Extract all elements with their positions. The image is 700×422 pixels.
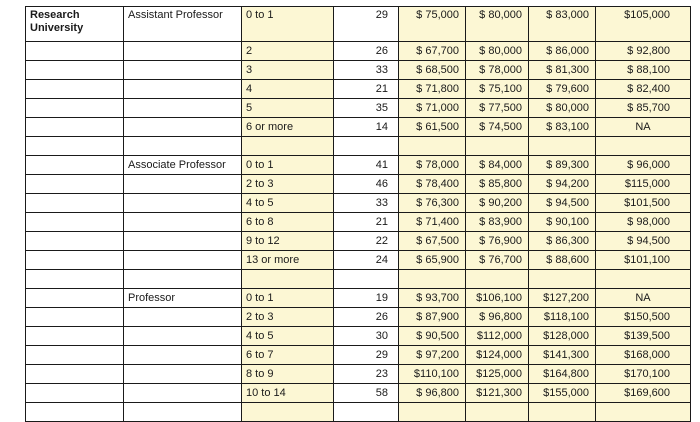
median-salary-cell: $ 83,900 xyxy=(466,213,529,232)
p25-salary-cell: $ 75,000 xyxy=(399,7,466,42)
table-row xyxy=(26,384,691,403)
years-cell: 8 to 9 xyxy=(242,365,334,384)
years-cell: 10 to 14 xyxy=(242,384,334,403)
institution-cell xyxy=(26,213,124,232)
table-row xyxy=(26,118,691,137)
p25-salary-cell: $ 87,900 xyxy=(399,308,466,327)
institution-cell: Research University xyxy=(26,7,124,42)
max-salary-cell xyxy=(596,137,691,156)
p25-salary-cell: $ 71,000 xyxy=(399,99,466,118)
years-cell: 9 to 12 xyxy=(242,232,334,251)
institution-cell xyxy=(26,403,124,422)
institution-cell xyxy=(26,232,124,251)
institution-cell xyxy=(26,251,124,270)
median-salary-cell: $ 76,900 xyxy=(466,232,529,251)
institution-cell xyxy=(26,346,124,365)
count-cell: 21 xyxy=(334,213,399,232)
median-salary-cell: $124,000 xyxy=(466,346,529,365)
table-row xyxy=(26,270,691,289)
table-row xyxy=(26,327,691,346)
count-cell: 30 xyxy=(334,327,399,346)
count-cell: 26 xyxy=(334,42,399,61)
max-salary-cell: $101,100 xyxy=(596,251,691,270)
institution-cell xyxy=(26,137,124,156)
count-cell: 21 xyxy=(334,80,399,99)
count-cell: 29 xyxy=(334,7,399,42)
institution-cell xyxy=(26,156,124,175)
count-cell: 26 xyxy=(334,308,399,327)
p25-salary-cell: $ 61,500 xyxy=(399,118,466,137)
max-salary-cell: $ 82,400 xyxy=(596,80,691,99)
rank-cell xyxy=(124,327,242,346)
max-salary-cell: NA xyxy=(596,118,691,137)
rank-cell xyxy=(124,384,242,403)
rank-cell xyxy=(124,213,242,232)
count-cell: 33 xyxy=(334,61,399,80)
rank-cell xyxy=(124,118,242,137)
p25-salary-cell: $110,100 xyxy=(399,365,466,384)
years-cell: 13 or more xyxy=(242,251,334,270)
median-salary-cell: $ 80,000 xyxy=(466,42,529,61)
institution-cell xyxy=(26,99,124,118)
median-salary-cell: $ 78,000 xyxy=(466,61,529,80)
years-cell: 6 or more xyxy=(242,118,334,137)
p75-salary-cell xyxy=(529,403,596,422)
max-salary-cell: $139,500 xyxy=(596,327,691,346)
max-salary-cell: NA xyxy=(596,289,691,308)
table-row xyxy=(26,156,691,175)
median-salary-cell xyxy=(466,403,529,422)
rank-cell xyxy=(124,270,242,289)
max-salary-cell: $168,000 xyxy=(596,346,691,365)
table-row xyxy=(26,99,691,118)
rank-cell xyxy=(124,137,242,156)
p75-salary-cell: $164,800 xyxy=(529,365,596,384)
years-cell: 3 xyxy=(242,61,334,80)
median-salary-cell: $ 96,800 xyxy=(466,308,529,327)
count-cell: 24 xyxy=(334,251,399,270)
rank-cell xyxy=(124,175,242,194)
median-salary-cell xyxy=(466,270,529,289)
count-cell: 23 xyxy=(334,365,399,384)
max-salary-cell: $ 98,000 xyxy=(596,213,691,232)
p75-salary-cell: $128,000 xyxy=(529,327,596,346)
table-row xyxy=(26,80,691,99)
p25-salary-cell: $ 96,800 xyxy=(399,384,466,403)
years-cell xyxy=(242,403,334,422)
count-cell: 35 xyxy=(334,99,399,118)
count-cell: 46 xyxy=(334,175,399,194)
p25-salary-cell: $ 67,500 xyxy=(399,232,466,251)
count-cell: 33 xyxy=(334,194,399,213)
count-cell: 14 xyxy=(334,118,399,137)
median-salary-cell: $ 80,000 xyxy=(466,7,529,42)
p75-salary-cell: $ 83,100 xyxy=(529,118,596,137)
table-row xyxy=(26,308,691,327)
median-salary-cell: $125,000 xyxy=(466,365,529,384)
max-salary-cell: $150,500 xyxy=(596,308,691,327)
max-salary-cell: $ 94,500 xyxy=(596,232,691,251)
rank-cell xyxy=(124,61,242,80)
p75-salary-cell: $ 86,300 xyxy=(529,232,596,251)
p75-salary-cell: $127,200 xyxy=(529,289,596,308)
institution-cell xyxy=(26,194,124,213)
p75-salary-cell: $ 81,300 xyxy=(529,61,596,80)
p25-salary-cell: $ 93,700 xyxy=(399,289,466,308)
max-salary-cell: $169,600 xyxy=(596,384,691,403)
rank-cell xyxy=(124,194,242,213)
p25-salary-cell: $ 67,700 xyxy=(399,42,466,61)
count-cell xyxy=(334,270,399,289)
institution-cell xyxy=(26,175,124,194)
years-cell: 0 to 1 xyxy=(242,156,334,175)
institution-cell xyxy=(26,42,124,61)
median-salary-cell: $106,100 xyxy=(466,289,529,308)
max-salary-cell xyxy=(596,403,691,422)
max-salary-cell: $ 88,100 xyxy=(596,61,691,80)
salary-table xyxy=(25,6,691,422)
count-cell: 58 xyxy=(334,384,399,403)
years-cell: 2 to 3 xyxy=(242,175,334,194)
p75-salary-cell xyxy=(529,270,596,289)
p75-salary-cell: $ 80,000 xyxy=(529,99,596,118)
rank-cell: Associate Professor xyxy=(124,156,242,175)
table-row xyxy=(26,232,691,251)
median-salary-cell: $ 75,100 xyxy=(466,80,529,99)
institution-cell xyxy=(26,384,124,403)
p25-salary-cell: $ 90,500 xyxy=(399,327,466,346)
rank-cell xyxy=(124,42,242,61)
table-body xyxy=(26,7,691,422)
table-row xyxy=(26,346,691,365)
p25-salary-cell: $ 97,200 xyxy=(399,346,466,365)
years-cell: 0 to 1 xyxy=(242,7,334,42)
p25-salary-cell: $ 68,500 xyxy=(399,61,466,80)
median-salary-cell: $ 84,000 xyxy=(466,156,529,175)
p25-salary-cell: $ 78,000 xyxy=(399,156,466,175)
years-cell: 6 to 8 xyxy=(242,213,334,232)
count-cell: 22 xyxy=(334,232,399,251)
p75-salary-cell: $ 89,300 xyxy=(529,156,596,175)
institution-cell xyxy=(26,61,124,80)
rank-cell xyxy=(124,99,242,118)
p75-salary-cell: $118,100 xyxy=(529,308,596,327)
table-row xyxy=(26,175,691,194)
p75-salary-cell: $ 94,200 xyxy=(529,175,596,194)
p25-salary-cell: $ 65,900 xyxy=(399,251,466,270)
p25-salary-cell xyxy=(399,403,466,422)
years-cell: 4 to 5 xyxy=(242,327,334,346)
median-salary-cell xyxy=(466,137,529,156)
max-salary-cell: $115,000 xyxy=(596,175,691,194)
rank-cell xyxy=(124,403,242,422)
p75-salary-cell xyxy=(529,137,596,156)
table-row xyxy=(26,194,691,213)
p75-salary-cell: $ 86,000 xyxy=(529,42,596,61)
years-cell: 0 to 1 xyxy=(242,289,334,308)
p75-salary-cell: $141,300 xyxy=(529,346,596,365)
count-cell xyxy=(334,403,399,422)
years-cell: 2 xyxy=(242,42,334,61)
count-cell: 41 xyxy=(334,156,399,175)
years-cell xyxy=(242,270,334,289)
count-cell xyxy=(334,137,399,156)
max-salary-cell: $ 92,800 xyxy=(596,42,691,61)
count-cell: 19 xyxy=(334,289,399,308)
p75-salary-cell: $ 90,100 xyxy=(529,213,596,232)
median-salary-cell: $121,300 xyxy=(466,384,529,403)
max-salary-cell: $101,500 xyxy=(596,194,691,213)
institution-cell xyxy=(26,270,124,289)
table-row xyxy=(26,7,691,42)
institution-cell xyxy=(26,80,124,99)
median-salary-cell: $ 74,500 xyxy=(466,118,529,137)
years-cell: 4 to 5 xyxy=(242,194,334,213)
table-row xyxy=(26,403,691,422)
max-salary-cell: $ 96,000 xyxy=(596,156,691,175)
rank-cell xyxy=(124,346,242,365)
median-salary-cell: $ 90,200 xyxy=(466,194,529,213)
table-row xyxy=(26,42,691,61)
median-salary-cell: $ 85,800 xyxy=(466,175,529,194)
median-salary-cell: $ 77,500 xyxy=(466,99,529,118)
institution-cell xyxy=(26,327,124,346)
institution-cell xyxy=(26,365,124,384)
median-salary-cell: $112,000 xyxy=(466,327,529,346)
p75-salary-cell: $ 94,500 xyxy=(529,194,596,213)
rank-cell xyxy=(124,308,242,327)
table-row xyxy=(26,251,691,270)
years-cell: 4 xyxy=(242,80,334,99)
p25-salary-cell: $ 71,800 xyxy=(399,80,466,99)
table-row xyxy=(26,365,691,384)
institution-cell xyxy=(26,308,124,327)
table-row xyxy=(26,61,691,80)
p25-salary-cell: $ 78,400 xyxy=(399,175,466,194)
rank-cell xyxy=(124,80,242,99)
rank-cell xyxy=(124,365,242,384)
table-row xyxy=(26,289,691,308)
p75-salary-cell: $ 88,600 xyxy=(529,251,596,270)
p25-salary-cell xyxy=(399,270,466,289)
max-salary-cell: $105,000 xyxy=(596,7,691,42)
years-cell: 6 to 7 xyxy=(242,346,334,365)
institution-cell xyxy=(26,289,124,308)
p75-salary-cell: $ 79,600 xyxy=(529,80,596,99)
p25-salary-cell xyxy=(399,137,466,156)
table-row xyxy=(26,213,691,232)
rank-cell xyxy=(124,232,242,251)
rank-cell xyxy=(124,251,242,270)
max-salary-cell: $170,100 xyxy=(596,365,691,384)
median-salary-cell: $ 76,700 xyxy=(466,251,529,270)
table-row xyxy=(26,137,691,156)
p25-salary-cell: $ 76,300 xyxy=(399,194,466,213)
years-cell: 5 xyxy=(242,99,334,118)
institution-cell xyxy=(26,118,124,137)
p75-salary-cell: $ 83,000 xyxy=(529,7,596,42)
rank-cell: Assistant Professor xyxy=(124,7,242,42)
years-cell xyxy=(242,137,334,156)
count-cell: 29 xyxy=(334,346,399,365)
p25-salary-cell: $ 71,400 xyxy=(399,213,466,232)
p75-salary-cell: $155,000 xyxy=(529,384,596,403)
years-cell: 2 to 3 xyxy=(242,308,334,327)
max-salary-cell: $ 85,700 xyxy=(596,99,691,118)
max-salary-cell xyxy=(596,270,691,289)
rank-cell: Professor xyxy=(124,289,242,308)
